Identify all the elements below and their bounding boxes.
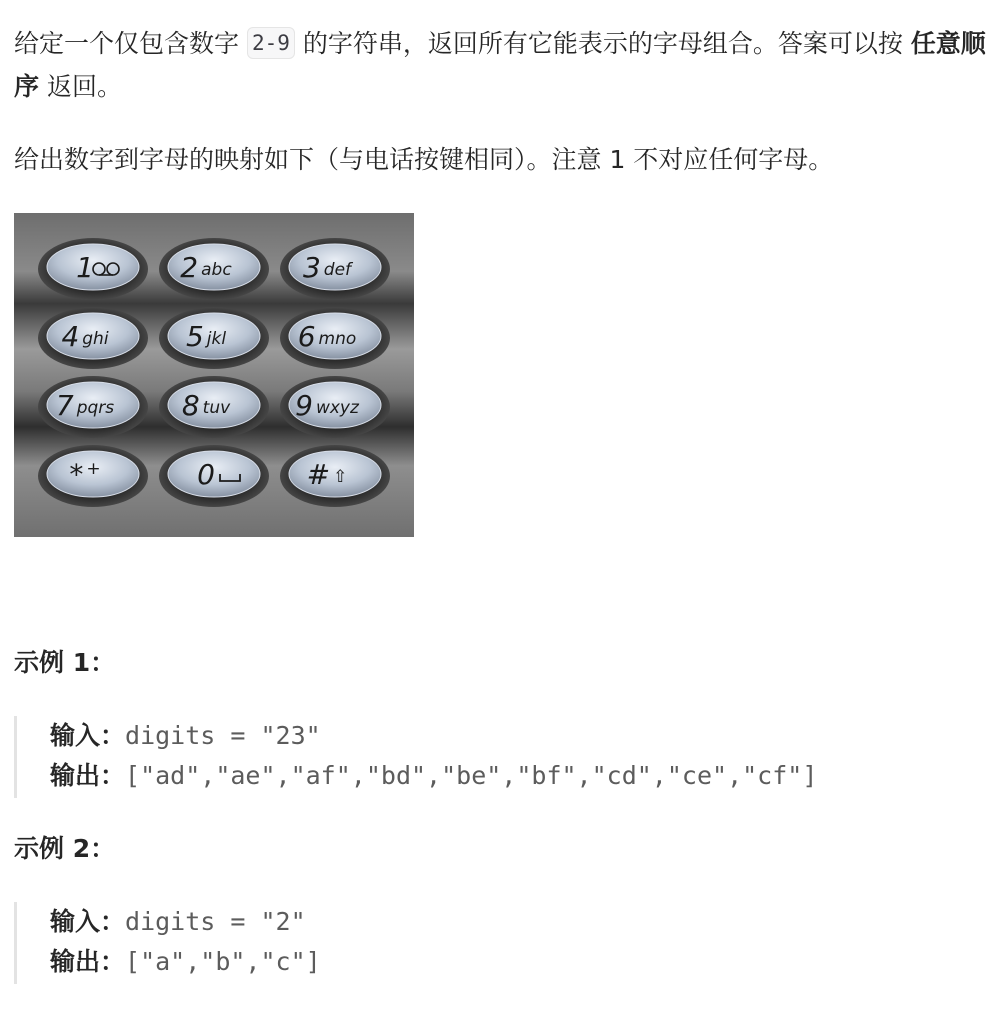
phone-keypad-image xyxy=(14,213,414,537)
keypad-key-8 xyxy=(159,376,269,438)
key-digit: 7 xyxy=(55,389,74,422)
key-letters: def xyxy=(323,260,352,280)
key-letters: + xyxy=(86,459,101,479)
key-label xyxy=(197,458,215,491)
description-paragraph-2: 给出数字到字母的映射如下（与电话按键相同）。注意 1 不对应任何字母。 xyxy=(14,145,834,174)
example-1-input-line xyxy=(50,716,914,756)
example-1-title: 示例 1： xyxy=(14,648,116,677)
key-letters: ⇧ xyxy=(333,467,348,487)
keypad-key-0 xyxy=(159,445,269,507)
key-label xyxy=(76,251,94,284)
example-1-input-value: digits = "23" xyxy=(125,721,321,750)
key-digit: 6 xyxy=(297,320,316,353)
example-1-block xyxy=(14,716,914,798)
example-2-input-value: digits = "2" xyxy=(125,907,306,936)
keypad-key-6 xyxy=(280,307,390,369)
key-letters: tuv xyxy=(202,398,231,418)
example-1-output-label: 输出： xyxy=(50,761,126,790)
key-digit: # xyxy=(306,458,331,491)
example-2-output-label: 输出： xyxy=(50,947,126,976)
description-text-2: 的字符串，返回所有它能表示的字母组合。答案可以按 xyxy=(294,29,911,58)
key-digit: 3 xyxy=(302,251,321,284)
example-2-input-label: 输入： xyxy=(50,907,126,936)
key-letters: ghi xyxy=(82,329,109,349)
example-1-output-value: ["ad","ae","af","bd","be","bf","cd","ce","cf"] xyxy=(125,761,818,790)
keypad-key-2 xyxy=(159,238,269,300)
key-digit: 8 xyxy=(181,389,200,422)
description-text-3: 返回。 xyxy=(39,72,122,101)
key-digit: 0 xyxy=(197,458,215,491)
example-2-title: 示例 2： xyxy=(14,834,116,863)
example-2-output-value: ["a","b","c"] xyxy=(125,947,321,976)
key-digit: 5 xyxy=(185,320,204,353)
keypad-key-4 xyxy=(38,307,148,369)
keypad-key-9 xyxy=(280,376,390,438)
inline-code-digits-range: 2-9 xyxy=(247,27,295,59)
key-letters: pqrs xyxy=(76,398,115,418)
description-bold-any-order: 任意顺序 xyxy=(14,29,986,101)
key-digit: 9 xyxy=(295,389,313,422)
keypad-key-5 xyxy=(159,307,269,369)
example-2-output-line xyxy=(50,942,914,982)
description-paragraph-1 xyxy=(14,22,989,108)
key-letters: mno xyxy=(318,329,357,349)
keypad-key-1 xyxy=(38,238,148,300)
key-letters: abc xyxy=(201,260,232,280)
key-letters: jkl xyxy=(206,329,227,349)
example-1-output-line xyxy=(50,756,914,796)
keypad-key-star xyxy=(38,445,148,507)
keypad-key-7 xyxy=(38,376,148,438)
example-2-input-line xyxy=(50,902,914,942)
key-digit: 4 xyxy=(61,320,80,353)
keypad-key-3 xyxy=(280,238,390,300)
key-digit: 1 xyxy=(76,251,94,284)
key-letters: wxyz xyxy=(315,398,359,418)
example-1-input-label: 输入： xyxy=(50,721,126,750)
key-digit: * xyxy=(69,458,84,491)
example-2-block xyxy=(14,902,914,984)
description-text-1: 给定一个仅包含数字 xyxy=(14,29,247,58)
key-digit: 2 xyxy=(180,251,199,284)
keypad-key-hash xyxy=(280,445,390,507)
